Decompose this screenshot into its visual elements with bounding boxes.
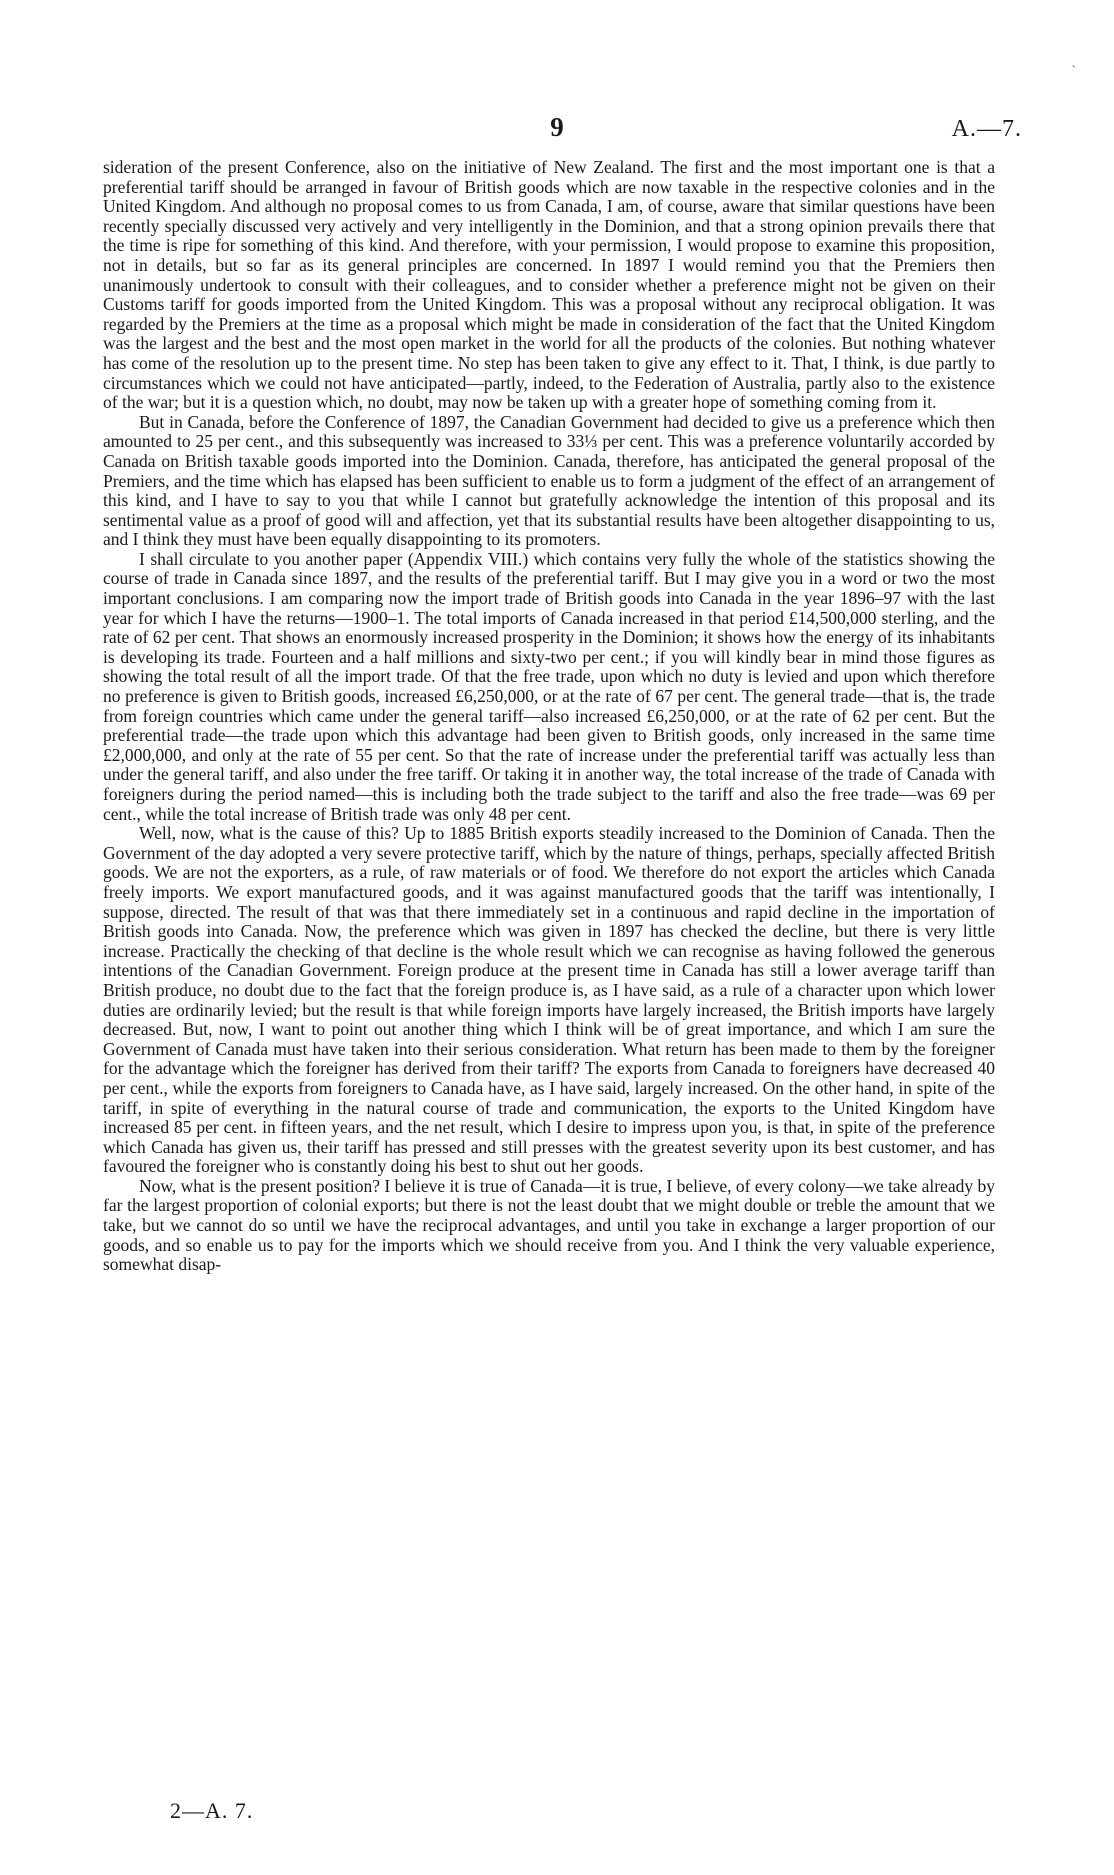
document-reference: A.—7.: [951, 116, 1022, 142]
paragraph: Now, what is the present position? I believe it is true of Canada—it is true, I believe, of every colony—we take already by far the largest proportion of colonial exports; but there is not the least doubt that we might double or treble the amount that we take, but we cannot do so until we have the reciprocal advantages, and until you take in exchange a larger proportion of our goods, and so enable us to pay for the imports which we should receive from you. And I think the very valuable experience, somewhat disap-: [103, 1175, 995, 1275]
paragraph: I shall circulate to you another paper (Appendix VIII.) which contains very fully the whole of the statistics showing the course of trade in Canada since 1897, and the results of the preferential tariff. But I may give you in a word or two the most important conclusions. I am comparing now the import trade of British goods into Canada in the year 1896–97 with the last year for which I have the returns—1900–1. The total imports of Canada increased in that period £14,500,000 sterling, and the rate of 62 per cent. That shows an enormously increased prosperity in the Dominion; it shows how the energy of its inhabitants is developing its trade. Fourteen and a half millions and sixty-two per cent.; if you will kindly bear in mind those figures as showing the total result of all the import trade. Of that the free trade, upon which no duty is levied and upon which therefore no preference is given to British goods, increased £6,250,000, or at the rate of 67 per cent. The general trade—that is, the trade from foreign countries which came under the general tariff—also increased £6,250,000, or at the rate of 62 per cent. But the preferential trade—the trade upon which this advantage had been given to British goods, only increased in the same time £2,000,000, and only at the rate of 55 per cent. So that the rate of increase under the preferential tariff was actually less than under the general tariff, and also under the free tariff. Or taking it in another way, the total increase of the trade of Canada with foreigners during the period named—this is including both the trade subject to the tariff and also the free trade—was 69 per cent., while the total increase of British trade was only 48 per cent.: [103, 548, 995, 824]
paragraph: Well, now, what is the cause of this? Up to 1885 British exports steadily increased to the Dominion of Canada. Then the Government of the day adopted a very severe protective tariff, which by the nature of things, perhaps, specially affected British goods. We are not the exporters, as a rule, of raw materials or of food. We therefore do not export the articles which Canada freely imports. We export manufactured goods, and it was against manufactured goods that the tariff was intentionally, I suppose, directed. The result of that was that there immediately set in a continuous and rapid decline in the importation of British goods into Canada. Now, the preference which was given in 1897 has checked the decline, but there is very little increase. Practically the checking of that decline is the whole result which we can recognise as having followed the generous intentions of the Canadian Government. Foreign produce at the present time in Canada has still a lower average tariff than British produce, no doubt due to the fact that the foreign produce is, as I have said, as a rule of a character upon which lower duties are ordinarily levied; but the result is that while foreign imports have largely increased, the British imports have largely decreased. But, now, I want to point out another thing which I think will be of great importance, and which I am sure the Government of Canada must have taken into their serious consideration. What return has been made to them by the foreigner for the advantage which the foreigner has derived from their tariff? The exports from Canada to foreigners have decreased 40 per cent., while the exports from foreigners to Canada have, as I have said, largely increased. On the other hand, in spite of the tariff, in spite of everything in the natural course of trade and communication, the exports to the United Kingdom have increased 85 per cent. in fifteen years, and the net result, which I desire to impress upon you, is that, in spite of the preference which Canada has given us, their tariff has pressed and still presses with the greatest severity upon its best customer, and has favoured the foreigner who is constantly doing his best to shut out her goods.: [103, 823, 995, 1177]
paragraph: But in Canada, before the Conference of 1897, the Canadian Government had decided to give us a preference which then amounted to 25 per cent., and this subsequently was increased to 33⅓ per cent. This was a preference voluntarily accorded by Canada on British taxable goods imported into the Dominion. Canada, therefore, has anticipated the general proposal of the Premiers, and the time which has elapsed has been sufficient to enable us to form a judgment of the effect of an arrangement of this kind, and I have to say to you that while I cannot but gratefully acknowledge the intention of this proposal and its sentimental value as a proof of good will and affection, yet that its substantial results have been altogether disappointing to us, and I think they must have been equally disappointing to its promoters.: [103, 411, 995, 550]
paragraph: sideration of the present Conference, also on the initiative of New Zealand. The first and the most important one is that a preferential tariff should be arranged in favour of British goods which are now taxable in the respective colonies and in the United Kingdom. And although no proposal comes to us from Canada, I am, of course, aware that similar questions have been recently specially discussed very actively and very intelligently in the Dominion, and that a strong opinion prevails there that the time is ripe for something of this kind. And therefore, with your permission, I would propose to examine this proposition, not in details, but so far as its general principles are concerned. In 1897 I would remind you that the Premiers then unanimously undertook to consult with their colleagues, and to consider whether a preference might not be given on their Customs tariff for goods imported from the United Kingdom. This was a proposal without any reciprocal obligation. It was regarded by the Premiers at the time as a proposal which might be made in consideration of the fact that the United Kingdom was the largest and the best and the most open market in the world for all the products of the colonies. But nothing whatever has come of the resolution up to the present time. No step has been taken to give any effect to it. That, I think, is due partly to circumstances which we could not have anticipated—partly, indeed, to the Federation of Australia, partly also to the existence of the war; but it is a question which, no doubt, may now be taken up with a greater hope of something coming from it.: [103, 157, 995, 413]
page-number: 9: [550, 112, 564, 142]
body-text: [103, 158, 995, 1275]
scan-mark: ˋ: [1071, 64, 1076, 79]
signature-mark: 2—A. 7.: [170, 1798, 254, 1823]
